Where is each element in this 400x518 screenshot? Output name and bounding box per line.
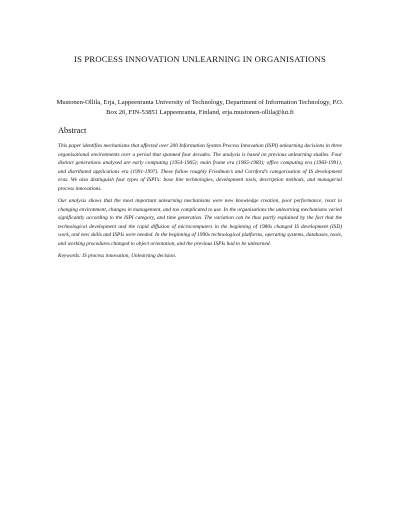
- abstract-paragraph: Our analysis shows that the most important unlearning mechanisms were new knowledge creation, poor performance, react to changing environment, changes in management, and too complicated to use. In the organisations the unlearning mechanisms varied significantly according to the ISPI category, and time generation. The variation can be thus partly explained by the fact that the technological development and the rapid diffusion of microcomputers in the beginning of 1980s changed IS development (ISD) work, and new skills and ISPIs were needed. In the beginning of 1990s technological platforms, operating systems, databases, tools, and working procedures changed to object orientation, and the previous ISPIs had to be unlearned.: [58, 198, 342, 247]
- abstract-heading: Abstract: [58, 126, 87, 135]
- keywords: Keywords: IS process innovation, Unlearning decision.: [58, 253, 177, 259]
- abstract-body: [58, 142, 342, 265]
- author-affiliation: Mustonen-Ollila, Erja, Lappeenranta University of Technology, Department of Information Technology, P.O. Box 20, FIN-53851 Lappeenranta, Finland, erja.mustonen-ollila@lut.fi: [56, 99, 344, 116]
- abstract-paragraph: This paper identifies mechanisms that affected over 200 Information System Process Innovation (ISPI) unlearning decisions in three organisational environments over a period that spanned four decades. The analysis is based on previous unlearning studies. Four distinct generations analysed are early computing (1954-1965); main frame era (1965-1983); office computing era (1983-1991), and distributed applications era (1991-1997). These follow roughly Friedman’s and Cornford’s categorisation of IS development eras. We also distinguish four types of ISPI’s: base line technologies, development tools, description methods, and managerial process innovations.: [58, 143, 342, 192]
- paper-title: IS PROCESS INNOVATION UNLEARNING IN ORGANISATIONS: [74, 54, 326, 64]
